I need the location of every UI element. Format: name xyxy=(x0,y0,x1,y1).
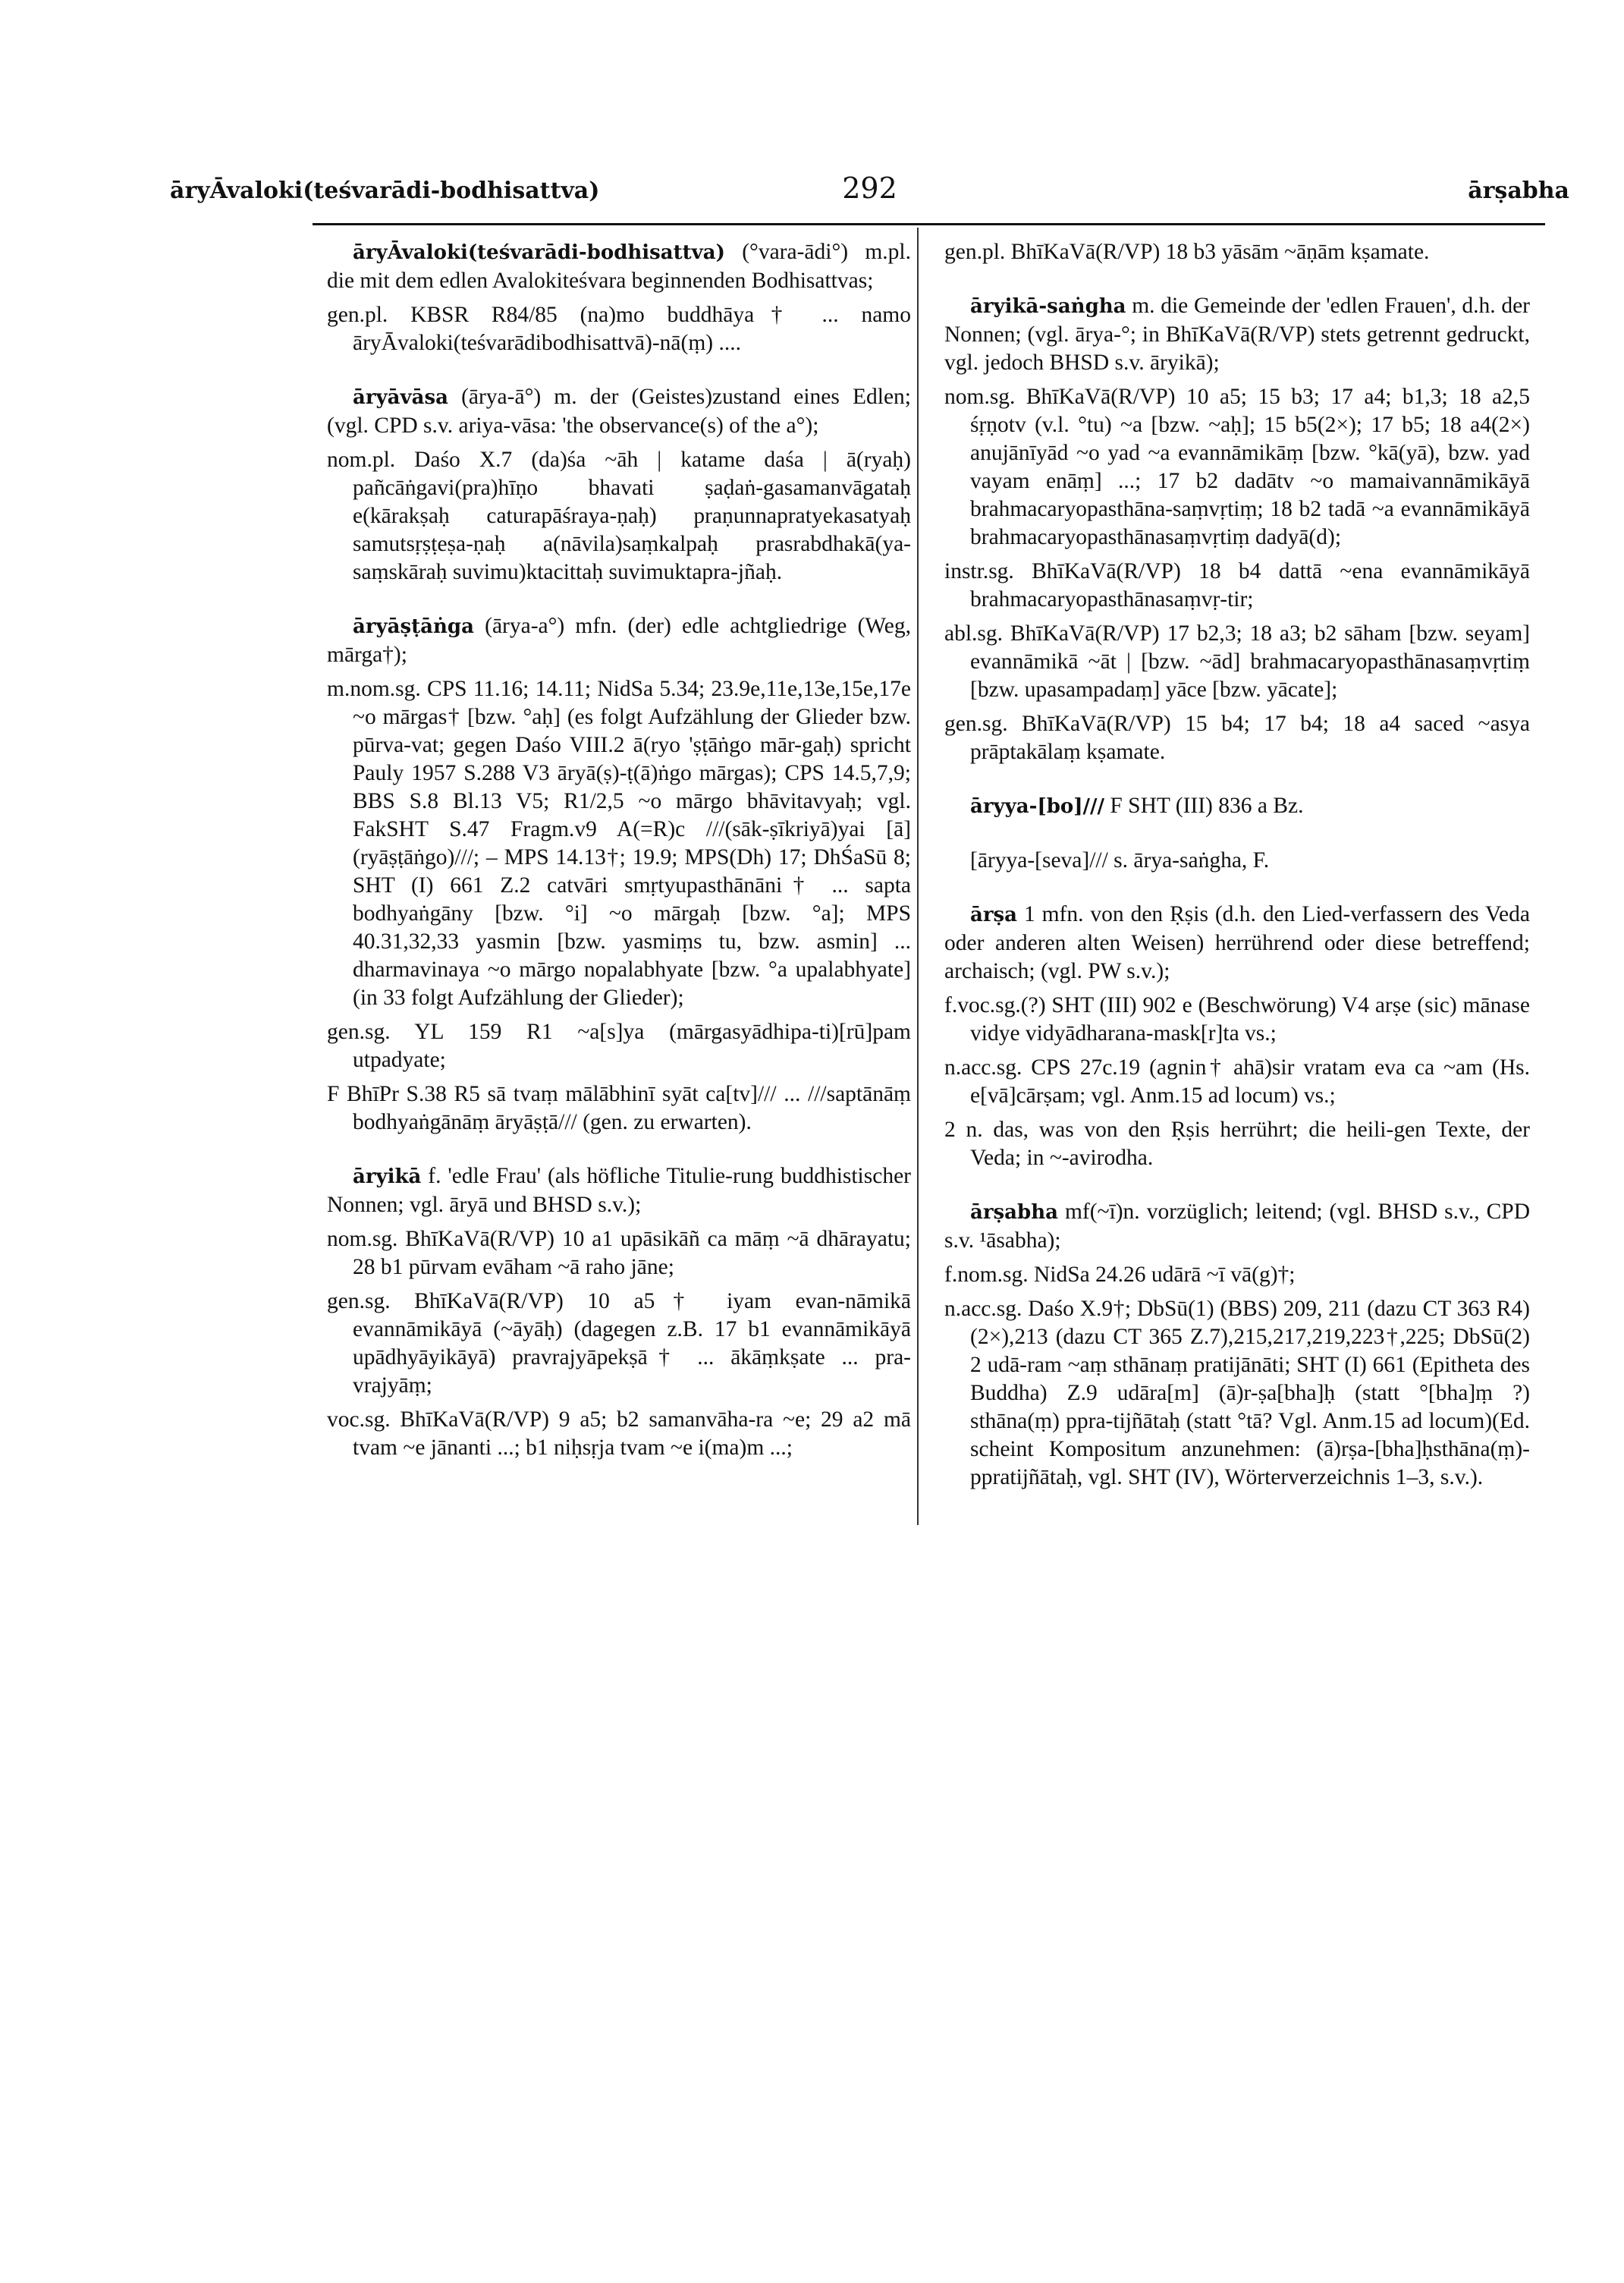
entry-citation: nom.sg. BhīKaVā(R/VP) 10 a1 upāsikāñ ca māṃ ~ā dhārayatu; 28 b1 pūrvam evāham ~ā raho jāne; xyxy=(327,1227,911,1279)
dictionary-entry xyxy=(944,901,1530,1172)
header-rule xyxy=(313,223,1545,225)
dictionary-entry xyxy=(944,238,1530,266)
entry-citation: instr.sg. BhīKaVā(R/VP) 18 b4 dattā ~ena evannāmikāyā brahmacaryopasthānasaṃvṛ-tir; xyxy=(944,559,1530,612)
entry-citation: gen.pl. BhīKaVā(R/VP) 18 b3 yāsām ~āṇām kṣamate. xyxy=(944,240,1430,264)
entry-definition: F SHT (III) 836 a Bz. xyxy=(1110,794,1304,818)
entry-citation: gen.sg. YL 159 R1 ~a[s]ya (mārgasyādhipa-ti)[rū]pam utpadyate; xyxy=(327,1020,911,1072)
entry-citation: f.voc.sg.(?) SHT (III) 902 e (Beschwörung) V4 arṣe (sic) mānase vidye vidyādharana-mask[r]ta vs.; xyxy=(944,993,1530,1046)
entry-head xyxy=(327,383,911,440)
entry-citation: nom.pl. Daśo X.7 (da)śa ~āh | katame daśa | ā(ryaḥ) pañcāṅgavi(pra)hīṇo bhavati ṣaḍaṅ-gasamanvāgataḥ e(kārakṣaḥ caturapāśraya-ṇaḥ) praṇunnapratyekasatyaḥ samutsṛṣṭeṣa-ṇaḥ a(nāvila)saṃkalpaḥ prasrabdhakā(ya-saṃskāraḥ suvimu)ktacittaḥ suvimuktapra-jñaḥ. xyxy=(327,448,911,584)
entry-citation: n.acc.sg. Daśo X.9†; DbSū(1) (BBS) 209, 211 (dazu CT 363 R4)(2×),213 (dazu CT 365 Z.7),215,217,219,223†,225; DbSū(2) 2 udā-ram ~aṃ sthānaṃ pratijānāti; SHT (I) 661 (Epitheta des Buddha) Z.9 udāra[m] (ā)r-ṣa[bha]ḥ (statt °[bha]ṃ ?) sthāna(ṃ) ppra-tijñātaḥ (statt °tā? Vgl. Anm.15 ad locum)(Ed. scheint Kompositum anzunehmen: (ā)rṣa-[bha]ḥsthāna(ṃ)-ppratijñātaḥ, vgl. SHT (IV), Wörterverzeichnis 1–3, s.v.). xyxy=(944,1297,1530,1489)
entry-citation: f.nom.sg. NidSa 24.26 udārā ~ī vā(g)†; xyxy=(944,1263,1296,1287)
dictionary-entry xyxy=(327,1162,911,1462)
entry-headword: ārṣabha xyxy=(970,1201,1058,1224)
entry-head xyxy=(944,901,1530,986)
entry-definition: (°vara-ādi°) m.pl. die mit dem edlen Avalokiteśvara beginnenden Bodhisattvas; xyxy=(327,240,911,293)
entry-headword: āryāṣṭāṅga xyxy=(353,615,474,638)
entry-definition: m. die Gemeinde der 'edlen Frauen', d.h. der Nonnen; (vgl. ārya-°; in BhīKaVā(R/VP) stets getrennt gedruckt, vgl. jedoch BHSD s.v. āryikā); xyxy=(944,294,1530,375)
entry-head xyxy=(944,847,1530,875)
entry-headword: āryĀvaloki(teśvarādi-bodhisattva) xyxy=(353,241,725,264)
dictionary-entry xyxy=(944,792,1530,821)
entry-head xyxy=(944,292,1530,377)
dictionary-entry xyxy=(944,292,1530,766)
entry-definition: (ārya-a°) mfn. (der) edle achtgliedrige (Weg, mārga†); xyxy=(327,614,911,667)
entry-definition: (ārya-ā°) m. der (Geistes)zustand eines Edlen; (vgl. CPD s.v. ariya-vāsa: 'the observance(s) of the a°); xyxy=(327,385,911,438)
entry-definition: f. 'edle Frau' (als höfliche Titulie-rung buddhistischer Nonnen; vgl. āryā und BHSD s.v.); xyxy=(327,1164,911,1217)
entry-headword: āryikā xyxy=(353,1165,422,1188)
entry-headword: ārṣa xyxy=(970,904,1018,926)
dictionary-entry xyxy=(327,612,911,1137)
entry-headword: āryya-[bo]/// xyxy=(970,795,1105,818)
dictionary-entry xyxy=(327,383,911,586)
left-column xyxy=(327,238,911,2211)
header-right-headword: ārṣabha xyxy=(1468,178,1569,204)
entry-citation: gen.sg. BhīKaVā(R/VP) 10 a5† iyam evan-nāmikā evannāmikāyā (~āyāḥ) (dagegen z.B. 17 b1 evannāmikāyā upādhyāyikāyā) pravrajyāpekṣā† ... ākāṃkṣate ... pra-vrajyāṃ; xyxy=(327,1289,911,1398)
entry-definition: 1 mfn. von den Ṛṣis (d.h. den Lied-verfassern des Veda oder anderen alten Weisen) herrührend oder diese betreffend; archaisch; (vgl. PW s.v.); xyxy=(944,902,1530,983)
entry-head xyxy=(327,238,911,295)
entry-head xyxy=(944,1198,1530,1255)
entry-citation: m.nom.sg. CPS 11.16; 14.11; NidSa 5.34; 23.9e,11e,13e,15e,17e ~o mārgas† [bzw. °aḥ] (es folgt Aufzählung der Glieder bzw. pūrva-vat; gegen Daśo VIII.2 ā(ryo 'ṣṭāṅgo mār-gaḥ) spricht Pauly 1957 S.288 V3 āryā(ṣ)-ṭ(ā)ṅgo mārgas); CPS 14.5,7,9; BBS S.8 Bl.13 V5; R1/2,5 ~o mārgo bhāvitavyaḥ; vgl. FakSHT S.47 Fragm.v9 A(=R)c ///(sāk-ṣīkriyā)yai [ā](ryāṣṭāṅgo)///; – MPS 14.13†; 19.9; MPS(Dh) 17; DhŚaSū 8; SHT (I) 661 Z.2 catvāri smṛtyupasthānāni† ... sapta bodhyaṅgāny [bzw. °i] ~o mārgaḥ [bzw. °a]; MPS 40.31,32,33 yasmin [bzw. yasmiṃs tu, bzw. asmin] ... dharmavinaya ~o mārgo nopalabhyate [bzw. °a upalabhyate] (in 33 folgt Aufzählung der Glieder); xyxy=(327,677,911,1010)
dictionary-entry xyxy=(944,847,1530,875)
header-left-headword: āryĀvaloki(teśvarādi-bodhisattva) xyxy=(170,178,600,204)
column-divider xyxy=(917,228,919,1525)
entry-citation: n.acc.sg. CPS 27c.19 (agnin† ahā)sir vratam eva ca ~am (Hs. e[vā]cārṣam; vgl. Anm.15 ad locum) vs.; xyxy=(944,1055,1530,1108)
entry-citation: nom.sg. BhīKaVā(R/VP) 10 a5; 15 b3; 17 a4; b1,3; 18 a2,5 śṛṇotv (v.l. °tu) ~a [bzw. ~aḥ]; 15 b5(2×); 17 b5; 18 a4(2×) anujānīyād ~o yad ~a evannāmikāṃ [bzw. °kā(yā), bzw. yad vayam enāṃ] ...; 17 b2 dadātv ~o mamaivannāmikāyā brahmacaryopasthāna-saṃvṛtiṃ; 18 b2 tadā ~a evannāmikāyā brahmacaryopasthānasaṃvṛtiṃ dadyā(d); xyxy=(944,385,1530,549)
right-column xyxy=(944,238,1530,2211)
entry-citation: gen.sg. BhīKaVā(R/VP) 15 b4; 17 b4; 18 a4 saced ~asya prāptakālaṃ kṣamate. xyxy=(944,712,1530,764)
entry-headword: āryikā-saṅgha xyxy=(970,295,1126,318)
entry-head xyxy=(944,792,1530,821)
entry-definition: [āryya-[seva]/// s. ārya-saṅgha, F. xyxy=(970,848,1270,873)
entry-head xyxy=(327,1162,911,1219)
entry-citation: abl.sg. BhīKaVā(R/VP) 17 b2,3; 18 a3; b2 sāham [bzw. seyam] evannāmikā ~āt | [bzw. ~ād] brahmacaryopasthānasaṃvṛtiṃ [bzw. upasampadaṃ] yāce [bzw. yācate]; xyxy=(944,621,1530,702)
entry-head xyxy=(327,612,911,669)
entry-definition: mf(~ī)n. vorzüglich; leitend; (vgl. BHSD s.v., CPD s.v. ¹āsabha); xyxy=(944,1200,1530,1253)
dictionary-entry xyxy=(327,238,911,357)
entry-citation: voc.sg. BhīKaVā(R/VP) 9 a5; b2 samanvāha-ra ~e; 29 a2 mā tvam ~e jānanti ...; b1 niḥsṛja tvam ~e i(ma)m ...; xyxy=(327,1407,911,1460)
running-header xyxy=(170,171,1569,214)
dictionary-entry xyxy=(944,1198,1530,1492)
entry-citation: gen.pl. KBSR R84/85 (na)mo buddhāya† ... namo āryĀvaloki(teśvarādibodhisattvā)-nā(ṃ) .... xyxy=(327,303,911,355)
page-number: 292 xyxy=(842,171,897,205)
entry-citation: F BhīPr S.38 R5 sā tvaṃ mālābhinī syāt ca[tv]/// ... ///saptānāṃ bodhyaṅgānāṃ āryāṣṭā/// (gen. zu erwarten). xyxy=(327,1082,911,1134)
entry-citation: 2 n. das, was von den Ṛṣis herrührt; die heili-gen Texte, der Veda; in ~-avirodha. xyxy=(944,1118,1530,1170)
entry-headword: āryāvāsa xyxy=(353,386,448,409)
